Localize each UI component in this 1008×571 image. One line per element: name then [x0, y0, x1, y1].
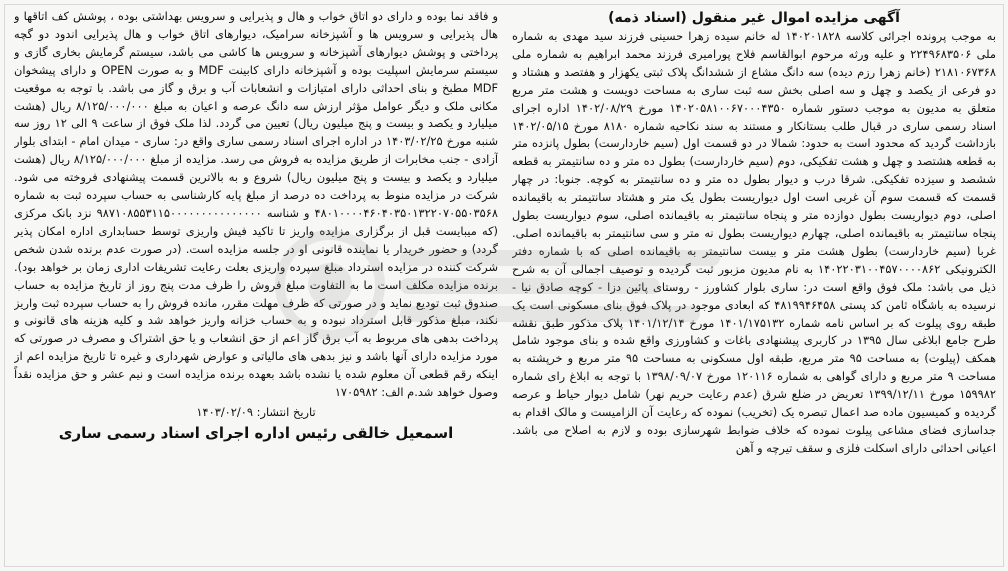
notice-title: آگهی مزایده اموال غیر منقول (اسناد ذمه)	[608, 10, 900, 26]
publish-date: تاریخ انتشار: ۱۴۰۳/۰۲/۰۹	[196, 404, 316, 419]
right-column	[512, 8, 996, 565]
signature: اسمعیل خالقی رئیس اداره اجرای اسناد رسمی ساری	[58, 423, 454, 442]
notice-columns	[12, 8, 996, 565]
left-column	[14, 8, 498, 565]
left-column-text: و فاقد نما بوده و دارای دو اتاق خواب و هال و پذیرایی و سرویس بهداشتی بوده ، پوشش کف اتاقها و هال پذیرایی و سرویس ها و آشپزخانه سرامیک، دیوارهای اتاق خواب و هال پذیرایی اندود دو گچه پرداختی و پوشش دیوارهای آشپزخانه و سرویس ها کاشی می باشد، سیستم گرمایش بخاری گازی و سیستم سرمایش اسپلیت بوده و آشپزخانه دارای کابینت MDF و به صورت OPEN و دارای پیشخوان MDF مطبخ و بنای احداثی دارای امتیازات و انشعابات آب و برق و گاز می باشد. با توجه به موقعیت مکانی ملک و دیگر عوامل مؤثر ارزش سه دانگ عرصه و اعیان به مبلغ ۸/۱۲۵/۰۰۰/۰۰۰ ریال (هشت میلیارد و یکصد و بیست و پنج میلیون ریال) تعیین می گردد. لذا ملک فوق از ساعت ۹ الی ۱۲ روز سه شنبه مورخ ۱۴۰۳/۰۲/۲۵ در اداره اجرای اسناد رسمی ساری واقع در: ساری - میدان امام - ابتدای بلوار آزادی - جنب مخابرات از طریق مزایده به فروش می رسد. مزایده از مبلغ ۸/۱۲۵/۰۰۰/۰۰۰ ریال (هشت میلیارد و یکصد و بیست و پنج میلیون ریال) شروع و به بالاترین قسمت پیشنهادی فروخته می شود. شرکت در مزایده منوط به پرداخت ده درصد از مبلغ پایه کارشناسی به حساب سپرده ثبت به شماره ۴۸۰۱۰۰۰۰۴۶۰۴۰۳۵۰۱۳۲۲۰۷۰۵۵۰۳۵۶۸ و شناسه ۹۸۷۱۰۸۵۵۳۱۱۵۰۰۰۰۰۰۰۰۰۰۰۰۰۰۰ نزد بانک مرکزی (که میبایست قبل از برگزاری مزایده واریز تا تاکید فیش واریزی توسط حسابداری اداره امکان پذیر گردد) و حضور خریدار یا نماینده قانونی او در جلسه مزایده است. (در صورت عدم برنده شدن شخص شرکت کننده در مزایده استرداد مبلغ سپرده واریزی بعلت رعایت تشریفات اداری زمان بر خواهد بود). برنده مزایده مکلف است ما به التفاوت مبلغ فروش را ظرف مدت پنج روز از تاریخ مزایده به حساب صندوق ثبت تودیع نماید و در صورتی که ظرف مهلت مقرر، مانده فروش را به حساب سپرده ثبت واریز نکند، مبلغ مذکور قابل استرداد نبوده و به حساب خزانه واریز خواهد شد و کلیه هزینه های قانونی و پرداخت بدهی های مربوط به آب برق گاز اعم از حق انشعاب و یا حق اشتراک و مصرف در صورتی که مورد مزایده دارای آنها باشد و نیز بدهی های مالیاتی و عوارض شهرداری و غیره تا تاریخ مزایده اعم از اینکه رقم قطعی آن معلوم شده یا نشده باشد بعهده برنده مزایده است و نیم عشر و حق مزایده نقداً وصول خواهد شد.م الف: ۱۷۰۵۹۸۲	[14, 9, 498, 400]
right-column-text: به موجب پرونده اجرائی کلاسه ۱۴۰۲۰۱۸۲۸ له خانم سیده زهرا حسینی فرزند سید مهدی به شماره ملی ۲۲۴۹۶۸۳۵۰۶ و علیه ورثه مرحوم ابوالقاسم فلاح پورامیری فرزند محمد ابراهیم به شماره ملی ۲۱۸۱۰۶۷۳۶۸ (خانم زهرا رزم دیده) سه دانگ مشاع از ششدانگ پلاک ثبتی یکهزار و هفتصد و هشتاد و دو فرعی از یکصد و چهل و سه اصلی بخش سه ثبت ساری به مساحت دویست و هشت متر مربع متعلق به مدیون به موجب دستور شماره ۱۴۰۲۰۵۸۱۰۰۶۷۰۰۰۴۳۵۰ مورخ ۱۴۰۲/۰۸/۲۹ اداره اجرای اسناد رسمی ساری در قبال طلب بستانکار و مستند به سند نکاحیه شماره ۸۱۸۰ مورخ ۱۴۰۲/۰۵/۱۵ بازداشت گردید که محدود است به حدود: شمالا در دو قسمت اول (سیم خاردارست) بطول پانزده متر به قطعه هشتصد و چهل و هشت تفکیکی، دوم (سیم خاردارست) بطول ده متر و ده سانتیمتر به قطعه ششصد و سیزده تفکیکی. شرقا درب و دیوار بطول ده متر و ده سانتیمتر به کوچه. جنوبا: در چهار قسمت که قسمت سوم آن غربی است اول دیواریست بطول یک متر و هشتاد سانتیمتر به باقیمانده اصلی، دوم دیواریست بطول دوازده متر و پنجاه سانتیمتر به باقیمانده اصلی، سوم دیواریست بطول پنجاه سانتیمتر به باقیمانده اصلی، چهارم دیواریست بطول نه متر و سی سانتیمتر به باقیمانده اصلی. غربا (سیم خاردارست) بطول هشت متر و بیست سانتیمتر به باقیمانده اصلی که با شماره دفتر الکترونیکی ۱۴۰۲۲۰۳۱۰۰۴۵۷۰۰۰۰۸۶۲ به نام مدیون مزبور ثبت گردیده و توصیف اجمالی آن به شرح ذیل می باشد: ملک فوق واقع است در: ساری بلوار کشاورز - روستای پائین دزا - کوچه صادق نیا - نرسیده به باشگاه ثامن کد پستی ۴۸۱۹۹۴۶۴۵۸ که ابعادی موجود در پلاک فوق بنای مسکونی است یک طبقه روی پیلوت که بر اساس نامه شماره ۱۴۰۱/۱۷۵۱۳۲ مورخ ۱۴۰۱/۱۲/۱۴ پلاک مذکور طبق نقشه طرح جامع ابلاغی سال ۱۳۹۵ در کاربری پیشنهادی باغات و کشاورزی واقع شده و بنای موجود شامل همکف (پیلوت) به مساحت ۹۵ متر مربع، طبقه اول مسکونی به مساحت ۹۵ متر مربع و خرپشته به مساحت ۹ متر مربع و دارای گواهی به شماره ۱۲۰۱۱۶ مورخ ۱۳۹۸/۰۹/۰۷ با توجه به ابلاغ رای شماره ۱۵۹۹۸۲ مورخ ۱۳۹۹/۱۲/۱۱ تعریض در ضلع شرق (عدم رعایت حریم نهر) شامل دیوار حیاط و عرصه گردیده و کمیسیون ماده صد اعمال تبصره یک (تخریب) نموده که رعایت آن الزامیست و مالک اقدام به جداسازی فضای مشاعی پیلوت نموده که خلاف ضوابط شهرسازی بوده و لازم به اصلاح می باشد. اعیانی احداثی دارای اسکلت فلزی و سقف تیرچه و آهن	[512, 29, 996, 455]
